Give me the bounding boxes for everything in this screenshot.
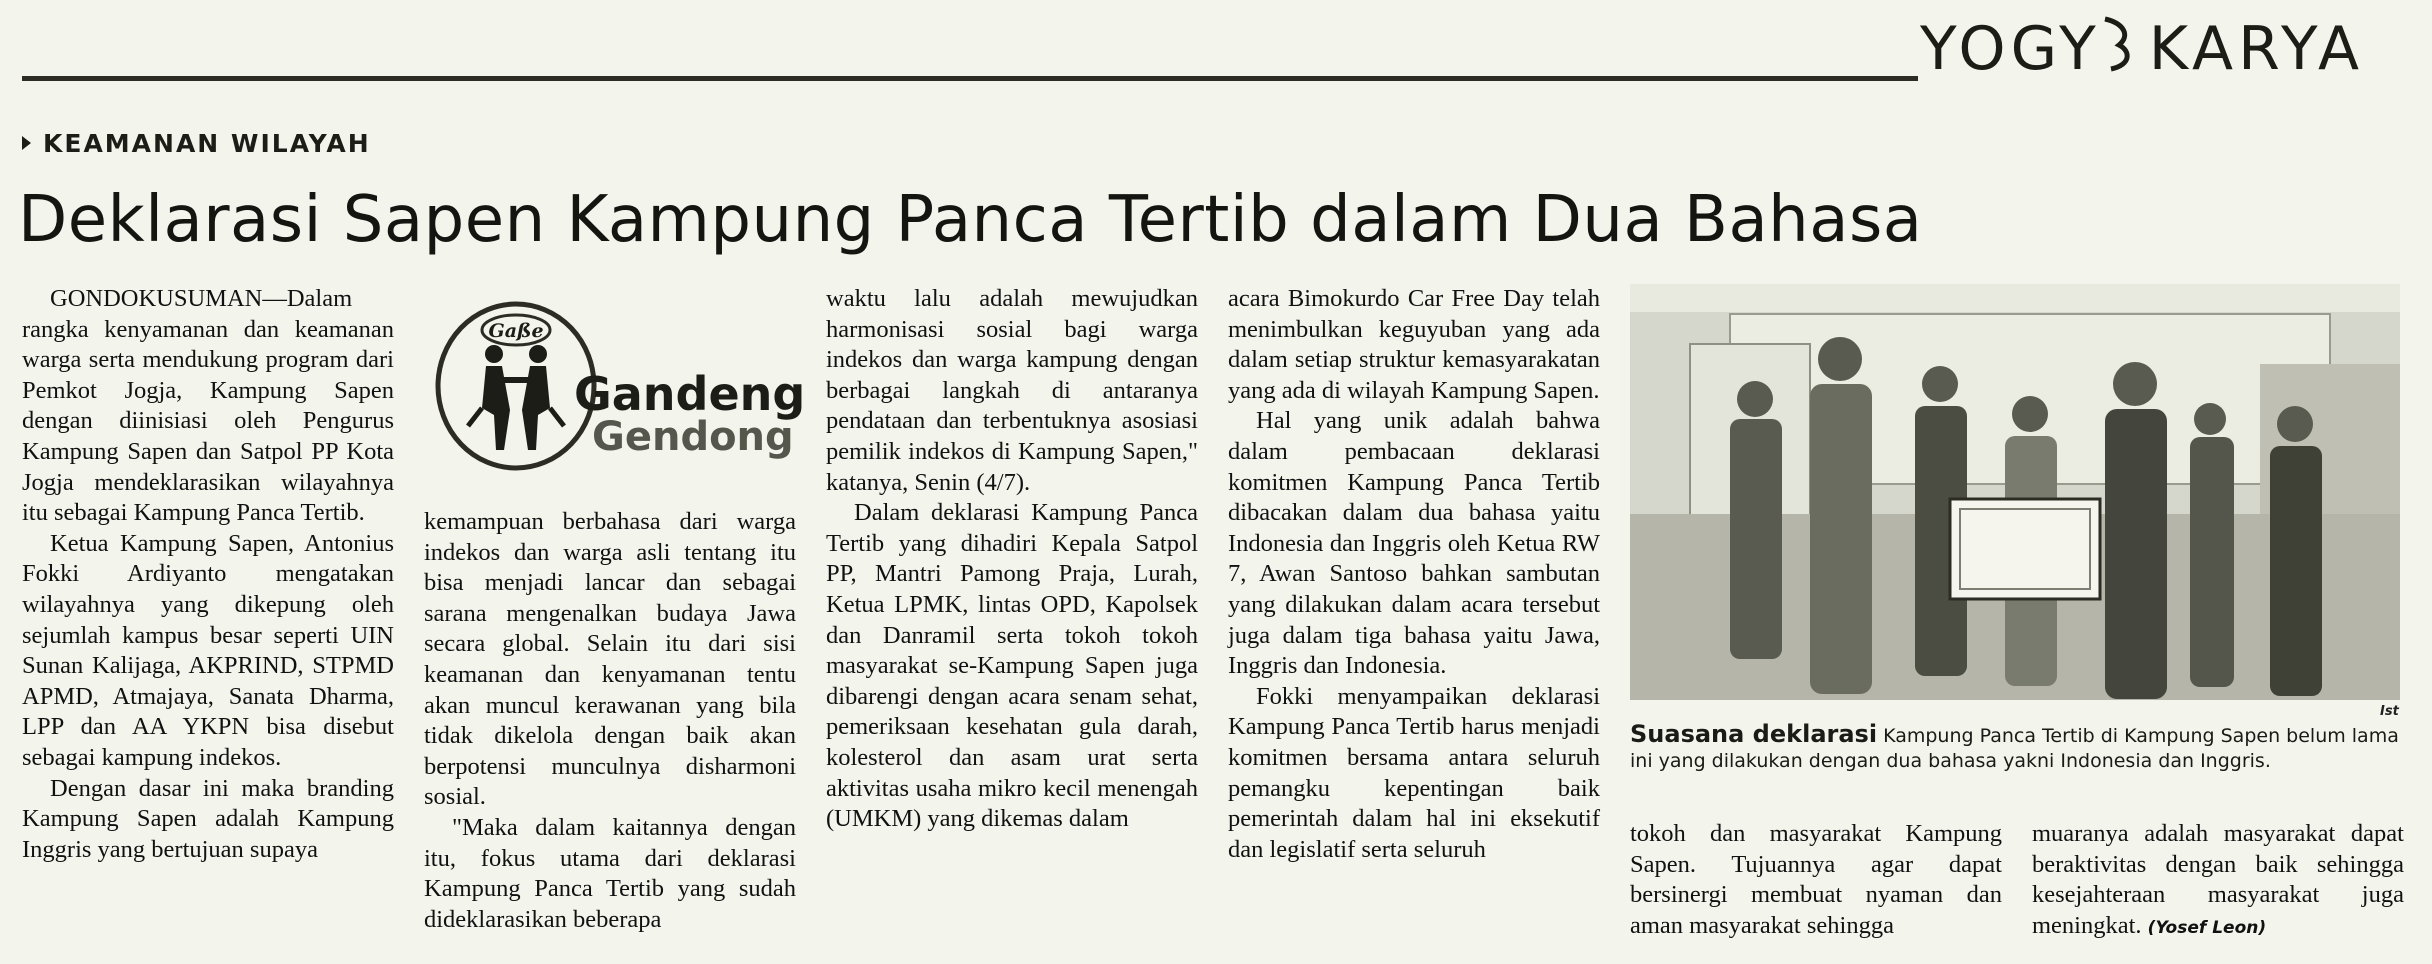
paragraph: waktu lalu adalah mewujudkan harmonisasi sosial bagi warga indekos dan warga kampung dengan berbagai langkah di antaranya pendataan dan terbentuknya asosiasi pemilik indekos di Kampung Sapen," katanya, Senin (4/7). xyxy=(826,285,1198,496)
rubric-label: KEAMANAN WILAYAH xyxy=(43,129,371,158)
paragraph: acara Bimokurdo Car Free Day telah menimbulkan keguyuban yang ada dalam setiap struktur kemasyarakatan yang ada di wilayah Kampung Sapen. xyxy=(1228,285,1600,404)
masthead-rule xyxy=(22,76,1918,81)
article-column-1 xyxy=(22,284,394,865)
logo-word-gandeng: Gandeng xyxy=(574,367,804,421)
paragraph: Dengan dasar ini maka branding Kampung Sapen adalah Kampung Inggris yang bertujuan supaya xyxy=(22,774,394,863)
rubric-arrow-icon xyxy=(22,136,31,150)
byline: (Yosef Leon) xyxy=(2147,917,2267,938)
section-rubric xyxy=(22,127,371,161)
news-photo xyxy=(1630,284,2400,700)
gandeng-gendong-logo xyxy=(424,290,804,480)
paragraph: tokoh dan masyarakat Kampung Sapen. Tujuannya agar dapat bersinergi membuat nyaman dan aman masyarakat sehingga xyxy=(1630,820,2002,939)
paragraph: kemampuan berbahasa dari warga indekos dan warga asli tentang itu bisa menjadi lancar dan sebagai sarana mengenalkan budaya Jawa secara global. Selain itu dari sisi keamanan dan kenyamanan tentu akan muncul kerawanan yang bila tidak dikelola dengan baik akan berpotensi munculnya disharmoni sosial. xyxy=(424,508,796,811)
article-column-2 xyxy=(424,507,796,935)
photo-caption xyxy=(1630,722,2400,774)
logo-badge-text: Gaße xyxy=(488,320,544,342)
closing-text: muaranya adalah masyarakat dapat beraktivitas dengan baik sehingga kesejahteraan masyarakat juga meningkat. xyxy=(2032,820,2404,939)
paragraph: Fokki menyampaikan deklarasi Kampung Panca Tertib harus menjadi komitmen bersama antara seluruh pemangku kepentingan baik pemerintah dalam hal ini eksekutif dan legislatif serta seluruh xyxy=(1228,682,1600,863)
dancers-emblem-icon xyxy=(424,290,804,480)
article-headline: Deklarasi Sapen Kampung Panca Tertib dalam Dua Bahasa xyxy=(18,183,1923,257)
paragraph: GONDOKUSUMAN—Dalam rangka kenyamanan dan keamanan warga serta mendukung program dari Pemkot Jogja, Kampung Sapen dengan diinisiasi oleh Pengurus Kampung Sapen dan Satpol PP Kota Jogja mendeklarasikan wilayahnya itu sebagai Kampung Panca Tertib. xyxy=(22,285,394,527)
paragraph: "Maka dalam kaitannya dengan itu, fokus utama dari deklarasi Kampung Panca Tertib yang sudah dideklarasikan beberapa xyxy=(424,813,796,933)
photo-credit: Ist xyxy=(2380,704,2399,719)
caption-text: Kampung Panca Tertib di Kampung Sapen belum lama ini yang dilakukan dengan dua bahasa yakni Indonesia dan Inggris. xyxy=(1630,725,2399,772)
caption-title: Suasana deklarasi xyxy=(1630,720,1878,748)
section-masthead: YOGY KARYA xyxy=(1920,14,2364,84)
paragraph: Ketua Kampung Sapen, Antonius Fokki Ardiyanto mengatakan wilayahnya yang dikepung oleh sejumlah kampus besar seperti UIN Sunan Kalijaga, AKPRIND, STPMD APMD, Atmajaya, Sanata Dharma, LPP dan AA YKPN bisa disebut sebagai kampung indekos. xyxy=(22,529,394,771)
paragraph xyxy=(2032,819,2404,943)
article-column-6 xyxy=(2032,819,2404,943)
paragraph: Dalam deklarasi Kampung Panca Tertib yang dihadiri Kepala Satpol PP, Mantri Pamong Praja, Lurah, Ketua LPMK, lintas OPD, Kapolsek dan Danramil serta tokoh tokoh masyarakat se-Kampung Sapen juga dibarengi dengan acara senam sehat, pemeriksaan kesehatan gula darah, kolesterol dan asam urat serta aktivitas usaha mikro kecil menengah (UMKM) yang dikemas dalam xyxy=(826,499,1198,833)
paragraph: Hal yang unik adalah bahwa dalam pembacaan deklarasi komitmen Kampung Panca Tertib dibacakan dalam dua bahasa yaitu Indonesia dan Inggris oleh Ketua RW 7, Awan Santoso bahkan sambutan yang dilakukan dalam acara tersebut juga dalam tiga bahasa yaitu Jawa, Inggris dan Indonesia. xyxy=(1228,407,1600,680)
article-column-5 xyxy=(1630,819,2002,941)
masthead-glyph-icon xyxy=(2101,15,2149,73)
logo-word-gendong: Gendong xyxy=(592,414,794,460)
article-column-4 xyxy=(1228,284,1600,865)
photo-of-officials-holding-declaration-icon xyxy=(1630,284,2400,700)
article-column-3 xyxy=(826,284,1198,835)
